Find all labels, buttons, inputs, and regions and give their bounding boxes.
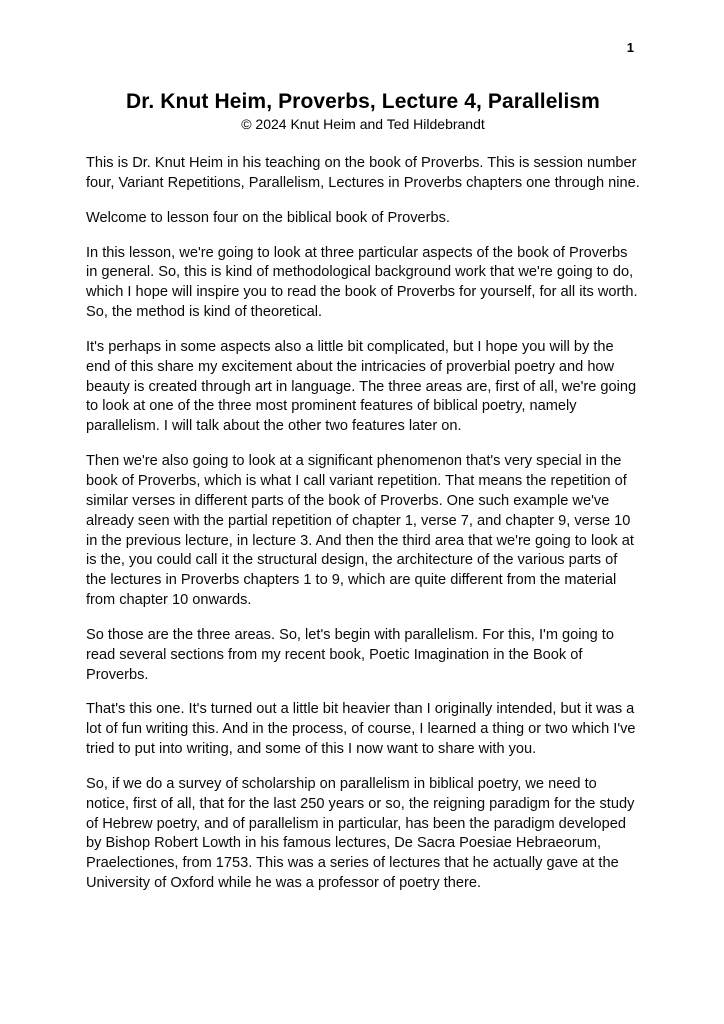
document-body [86, 154, 640, 894]
paragraph: This is Dr. Knut Heim in his teaching on the book of Proverbs. This is session number four, Variant Repetitions, Parallelism, Lectures in Proverbs chapters one through nine. [86, 155, 640, 191]
paragraph: That's this one. It's turned out a little bit heavier than I originally intended, but it was a lot of fun writing this. And in the process, of course, I learned a thing or two which I've tried to put into writing, and some of this I now want to share with you. [86, 701, 636, 758]
paragraph: So those are the three areas. So, let's begin with parallelism. For this, I'm going to read several sections from my recent book, Poetic Imagination in the Book of Proverbs. [86, 626, 614, 683]
paragraph: Welcome to lesson four on the biblical book of Proverbs. [86, 209, 450, 226]
page-number: 1 [626, 40, 634, 55]
paragraph: It's perhaps in some aspects also a little bit complicated, but I hope you will by the end of this share my excitement about the intricacies of proverbial poetry and how beauty is created through art in language. The three areas are, first of all, we're going to look at one of the three most prominent features of biblical poetry, namely parallelism. I will talk about the other two features later on. [86, 338, 637, 435]
paragraph: In this lesson, we're going to look at three particular aspects of the book of Proverbs in general. So, this is kind of methodological background work that we're going to do, which I hope will inspire you to read the book of Proverbs for yourself, for all its worth. So, the method is kind of theoretical. [86, 244, 638, 321]
paragraph: So, if we do a survey of scholarship on parallelism in biblical poetry, we need to notice, first of all, that for the last 250 years or so, the reigning paradigm for the study of Hebrew poetry, and of parallelism in particular, has been the paradigm developed by Bishop Robert Lowth in his famous lectures, De Sacra Poesiae Hebraeorum, Praelectiones, from 1753. This was a series of lectures that he actually gave at the University of Oxford while he was a professor of poetry there. [86, 775, 635, 892]
paragraph: Then we're also going to look at a significant phenomenon that's very special in the book of Proverbs, which is what I call variant repetition. That means the repetition of similar verses in different parts of the book of Proverbs. One such example we've already seen with the partial repetition of chapter 1, verse 7, and chapter 9, verse 10 in the previous lecture, in lecture 3. And then the third area that we're going to look at is the, you could call it the structural design, the architecture of the various parts of the lectures in Proverbs chapters 1 to 9, which are quite different from the material from chapter 10 onwards. [86, 453, 634, 609]
copyright-line: © 2024 Knut Heim and Ted Hildebrandt [241, 116, 485, 132]
document-title: Dr. Knut Heim, Proverbs, Lecture 4, Parallelism [126, 90, 600, 113]
